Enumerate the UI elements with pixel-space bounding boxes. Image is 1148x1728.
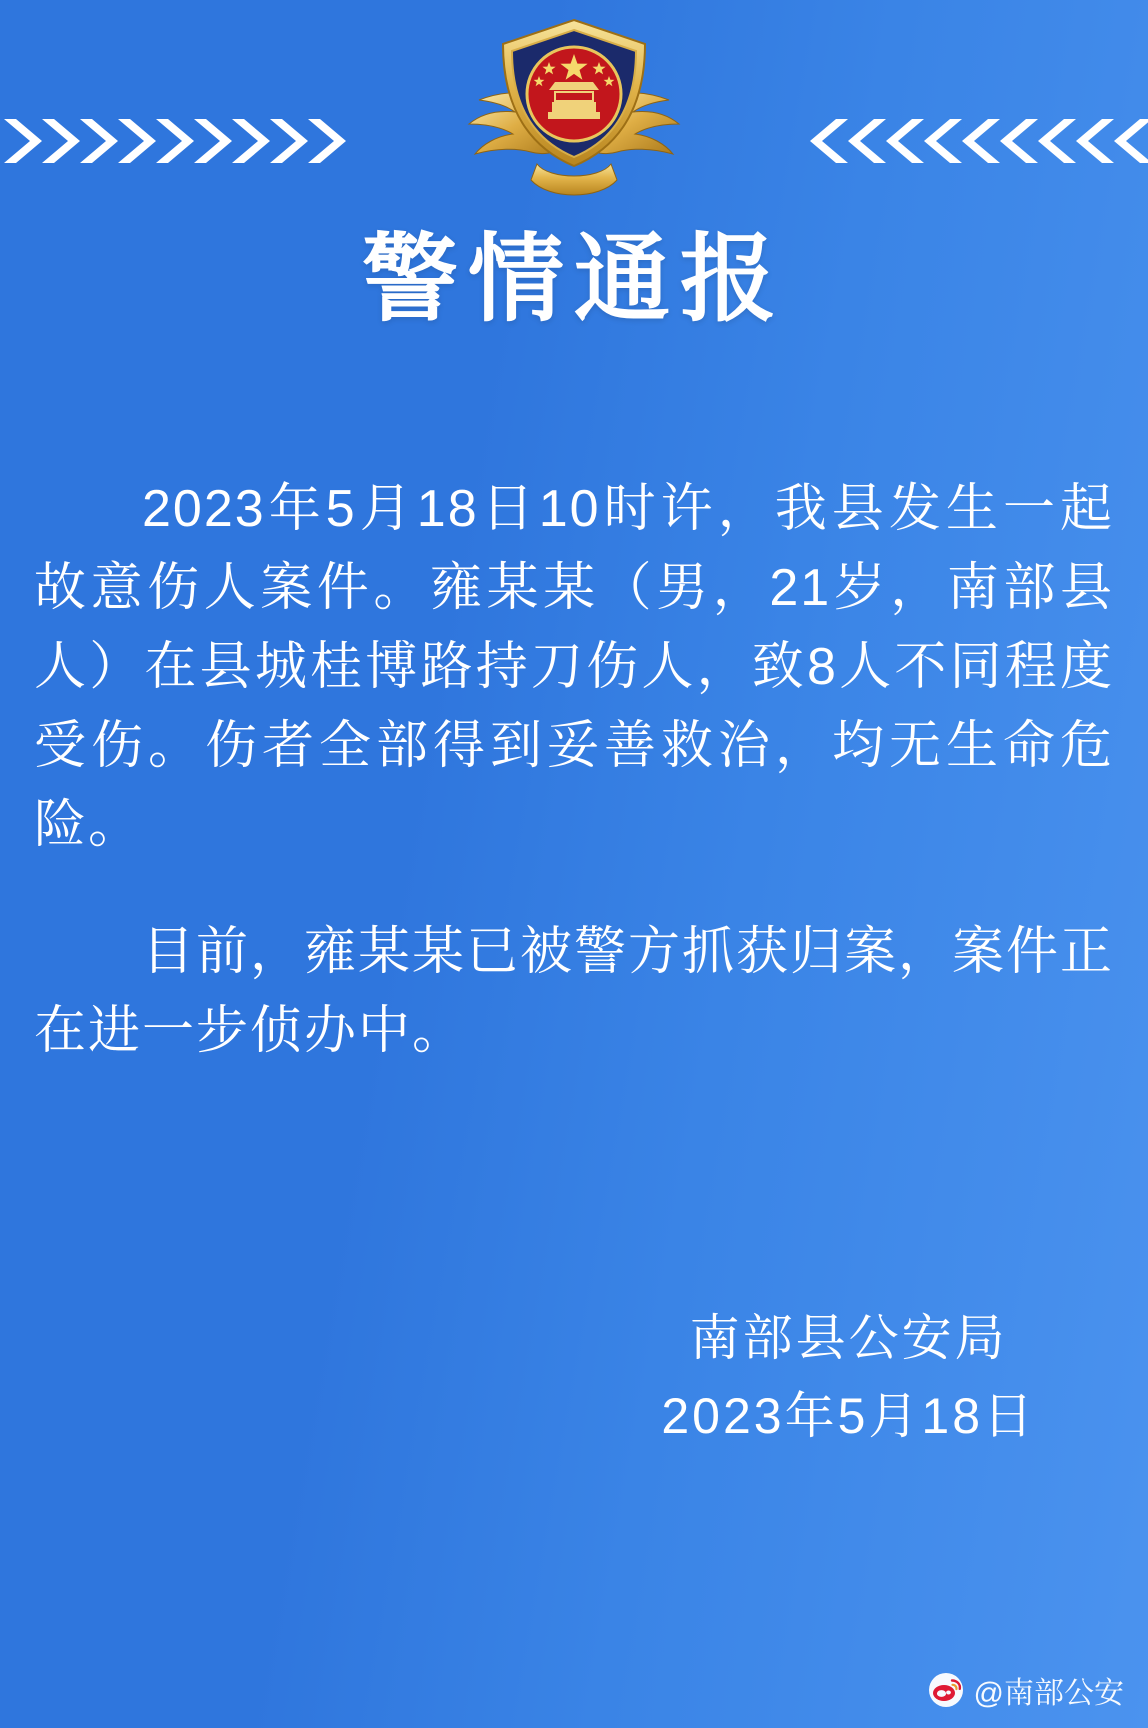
page-title: 警情通报 bbox=[362, 226, 786, 333]
signature-block bbox=[661, 1300, 1036, 1455]
china-police-badge-icon bbox=[449, 14, 699, 209]
notice-body bbox=[34, 470, 1114, 1119]
header-band bbox=[0, 0, 1148, 215]
chevron-ornament-icon bbox=[304, 115, 350, 167]
notice-paragraph-1: 2023年5月18日10时许，我县发生一起故意伤人案件。雍某某（男，21岁，南部县人）在县城桂博路持刀伤人，致8人不同程度受伤。伤者全部得到妥善救治，均无生命危险。 bbox=[34, 480, 1114, 855]
weibo-watermark bbox=[928, 1668, 1124, 1712]
chevron-ornament-left bbox=[0, 108, 420, 174]
weibo-account-label: @南部公安 bbox=[973, 1677, 1124, 1710]
chevron-ornament-icon bbox=[1110, 115, 1148, 167]
chevron-ornament-right bbox=[728, 108, 1148, 174]
weibo-icon bbox=[928, 1672, 964, 1708]
signature-organization: 南部县公安局 bbox=[689, 1310, 1008, 1366]
notice-paragraph-2: 目前，雍某某已被警方抓获归案，案件正在进一步侦办中。 bbox=[34, 923, 1115, 1061]
signature-date: 2023年5月18日 bbox=[661, 1387, 1036, 1444]
